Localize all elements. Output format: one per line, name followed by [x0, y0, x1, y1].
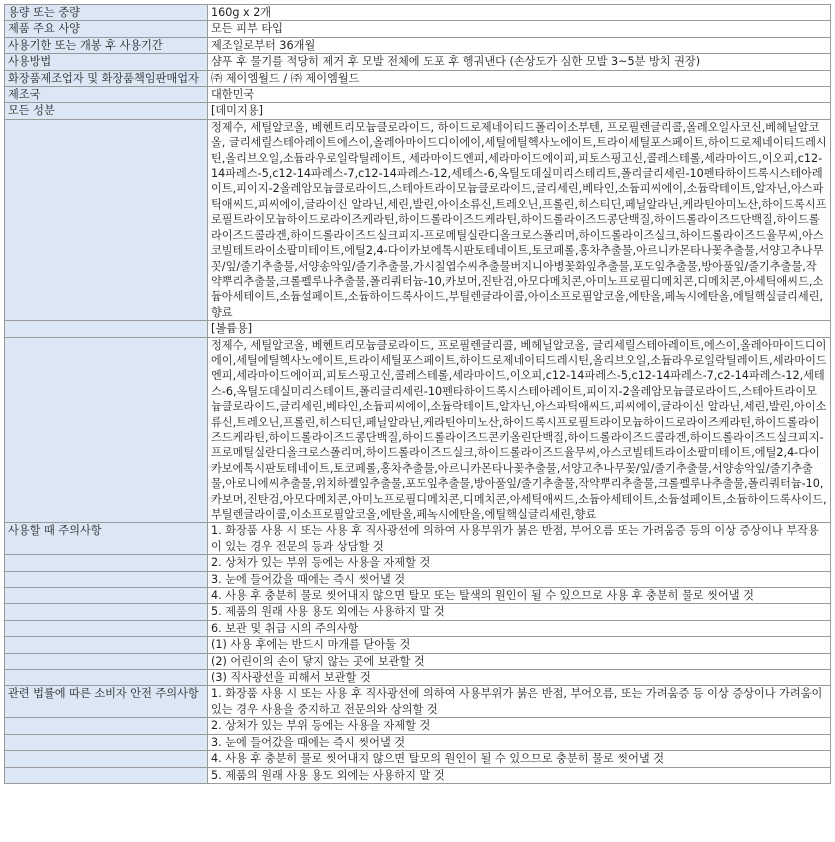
row-value: 5. 제품의 원래 사용 용도 외에는 사용하지 말 것 [208, 767, 831, 783]
row-value: 정제수, 세틸알코올, 베헨트리모늄클로라이드, 하이드로제네이티드폴리이소부텐, 프로필렌글리콜,올레오일사코신,베헤닐알코올, 글리세릴스테아레이트에스이,올레아마이드디이에이,세틸에틸헥사노에이트,트라이세틸포스페이트,하이드로제네이티드레시틴,올리브오일,소듐라우로일락틸레이트, 세라마이드엔피,세라마이드에이피,피토스핑고신,콜레스테롤,세라마이드,이오피,c12-14파레스-5,c12-14파레스-7,c12-14파레스-12,세테스-6,옥틸도데실미리스테리트,폴리글리세린-10펜타하이드록시스테아레이트,피이지-2올레암모늄클로라이드,스테아트라이모늄클로라이드,글리세린,베타인,소듐피씨에이,소듐락테이트,알자닌,아스파틱애씨드,피씨에이,글라이신 알라닌,세린,발린,아이소류신,트레오닌,프롤린,히스티딘,페닐알라닌,케라틴아미노산,하이드록시프로필트라이모늄하이드로라이즈케라틴,하이드롤라이즈드케라틴,하이드롤라이즈드콩단백질,하이드롤라이즈드단백질,하이드롤라이즈드콜라겐,하이드롤라이즈드실크피지-프로메틸실란디올크로스폴리머,하이드롤라이즈실크,하이드롤라이즈드율무씨,아스코빌테트라이소팔미테이트,에틸2,4-다이카보에톡시판토테네이트,토코페롤,홍차추출물,아르니카몬타나꽃추출물,서양고추나무꼿/잎/줄기추출물,서양송악잎/줄기추출물,가시칠엽수씨추출물버지니아병꽃화잎추출물,포도잎추출물,방아풀잎/줄기추출물,작약뿌리추출물,크롤펠루나추출물,폴리쿼터늄-10,카보머,진탄검,아모다메치콘,아미노프로필디메치콘,디메치콘,아세틱애씨드,소듐아세테이트,소듐설페이트,소듐하이드록사이드,부틸렌글라이콜,아이소프로필알코올,에탄올,페녹시에탄올,에틸핵실글리세린,향료 [208, 119, 831, 320]
table-row [5, 70, 831, 86]
table-row [5, 620, 831, 636]
product-info-table [4, 4, 831, 784]
table-row [5, 670, 831, 686]
row-label [5, 734, 208, 750]
table-row [5, 103, 831, 119]
row-value: 3. 눈에 들어갔을 때에는 즉시 씻어낼 것 [208, 571, 831, 587]
table-row [5, 321, 831, 337]
row-value: 제조일로부터 36개월 [208, 37, 831, 53]
row-value: 3. 눈에 들어갔을 때에는 즉시 씻어낼 것 [208, 734, 831, 750]
row-label [5, 653, 208, 669]
table-row [5, 523, 831, 555]
row-label [5, 571, 208, 587]
row-label [5, 670, 208, 686]
row-label [5, 321, 208, 337]
table-row [5, 588, 831, 604]
table-row [5, 87, 831, 103]
row-value: 160g x 2개 [208, 5, 831, 21]
table-row [5, 734, 831, 750]
row-label: 제품 주요 사양 [5, 21, 208, 37]
table-row [5, 5, 831, 21]
table-row [5, 751, 831, 767]
row-label: 제조국 [5, 87, 208, 103]
row-label [5, 718, 208, 734]
row-label: 사용방법 [5, 54, 208, 70]
table-row [5, 718, 831, 734]
row-value: 대한민국 [208, 87, 831, 103]
row-label [5, 588, 208, 604]
row-label [5, 555, 208, 571]
product-info-body [5, 5, 831, 784]
table-row [5, 604, 831, 620]
row-value: [볼륨용] [208, 321, 831, 337]
row-label [5, 767, 208, 783]
row-value: (3) 직사광선을 피해서 보관할 것 [208, 670, 831, 686]
row-label [5, 751, 208, 767]
table-row [5, 54, 831, 70]
row-value: 2. 상처가 있는 부위 등에는 사용을 자제할 것 [208, 718, 831, 734]
row-value: (2) 어린이의 손이 닿지 않는 곳에 보관할 것 [208, 653, 831, 669]
row-value: 6. 보관 및 취급 시의 주의사항 [208, 620, 831, 636]
row-value: 모든 피부 타입 [208, 21, 831, 37]
row-value: (1) 사용 후에는 반드시 마개를 닫아둘 것 [208, 637, 831, 653]
row-label [5, 337, 208, 523]
row-value: 샴푸 후 물기를 적당히 제거 후 모발 전체에 도포 후 헹궈낸다 (손상도가 심한 모발 3~5분 방치 권장) [208, 54, 831, 70]
row-value: [데미지용] [208, 103, 831, 119]
row-label: 관련 법률에 따른 소비자 안전 주의사항 [5, 686, 208, 718]
table-row [5, 767, 831, 783]
row-label: 사용기한 또는 개봉 후 사용기간 [5, 37, 208, 53]
row-value: 4. 사용 후 충분히 물로 씻어내지 않으면 탈모의 원인이 될 수 있으므로 충분히 물로 씻어낼 것 [208, 751, 831, 767]
table-row [5, 637, 831, 653]
row-label [5, 119, 208, 320]
table-row [5, 555, 831, 571]
table-row [5, 571, 831, 587]
row-value: 2. 상처가 있는 부위 등에는 사용을 자제할 것 [208, 555, 831, 571]
row-value: 5. 제품의 원래 사용 용도 외에는 사용하지 말 것 [208, 604, 831, 620]
row-value: 정제수, 세틸알코올, 베헨트리모늄클로라이드, 프로필렌글리콜, 베헤닐알코올, 글리세릴스테아레이트,에스이,올레아마이드디이에이,세틸에틸헥사노에이트,트라이세틸포스페이트,하이드로제네이티드레시틴,올리브오일,소듐라우로일락틸레이트,세라마이드엔피,세라마이드에이피,피토스핑고신,콜레스테롤,세라마이드,이오피,c12-14파레스-5,c12-14파레스-7,c2-14파레스-12,세테스-6,옥틸도데실미리스테이트,폴리글리세린-10펜타하이드록시스테아레이트,피이지-2올레암모늄클로라이드,스테아트라이모늄클로라이드,글리세린,베타인,소듐피씨에이,소듐락테이트,알자닌,아스파틱애씨드,피씨에이,글라이신 알라닌,세린,발린,아이소류신,트레오닌,프롤린,히스티딘,페닐알라닌,케라틴아미노산,하이드록시프로필트라이모늄하이드로라이즈케라틴,하이드롤라이즈드케라틴,하이드롤라이즈드콩단백질,하이드롤라이즈드콘키올린단백질,하이드롤라이즈드콜라겐,하이드롤라이즈드실크피지-프로메틸실란디올크로스폴리머,하이드롤라이즈드실크,하이드롤라이즈드율무씨,아스코빌테트라이소팔미테이트,에틸2,4-다이카보에톡시판토테네이트,토코페롤,홍차추출물,아르니카몬타나꽃추출물,서양고추나무꽃/잎/줄기추출물,서양송악잎/줄기추출물,아로니에씨추출물,위치하젤잎추출물,포도잎추출물,방아풀잎/줄기추출물,작약뿌리추출물,크롤펠루나추출물,폴리쿼터늄-10,카보머,진탄검,아모다메치콘,아미노프로필디메치콘,디메치콘,아세틱애씨드,소듐아세테이트,소듐설페이트,소듐하이드록사이드,부틸렌글라이콜,이소프로필알코올,에탄올,페녹시에탄올,에틸핵실글리세린,향료 [208, 337, 831, 523]
table-row [5, 21, 831, 37]
table-row [5, 37, 831, 53]
table-row [5, 653, 831, 669]
table-row [5, 119, 831, 320]
row-label: 모든 성분 [5, 103, 208, 119]
table-row [5, 686, 831, 718]
row-label [5, 637, 208, 653]
row-label: 사용할 때 주의사항 [5, 523, 208, 555]
row-value: 1. 화장품 사용 시 또는 사용 후 직사광선에 의하여 사용부위가 붉은 반점, 부어오름, 또는 가려움증 등 이상 증상이나 가려움이 있는 경우 사용을 중지하고 전문의와 상의할 것 [208, 686, 831, 718]
row-value: ㈜ 제이엠월드 / ㈜ 제이엠월드 [208, 70, 831, 86]
row-label: 화장품제조업자 및 화장품책임판매업자 [5, 70, 208, 86]
row-value: 4. 사용 후 충분히 물로 씻어내지 않으면 탈모 또는 탈색의 원인이 될 수 있으므로 사용 후 충분히 물로 씻어낼 것 [208, 588, 831, 604]
table-row [5, 337, 831, 523]
row-label [5, 604, 208, 620]
row-value: 1. 화장품 사용 시 또는 사용 후 직사광선에 의하여 사용부위가 붉은 반점, 부어오름 또는 가려움증 등의 이상 증상이나 부작용이 있는 경우 전문의 등과 상담할 것 [208, 523, 831, 555]
row-label [5, 620, 208, 636]
row-label: 용량 또는 중량 [5, 5, 208, 21]
